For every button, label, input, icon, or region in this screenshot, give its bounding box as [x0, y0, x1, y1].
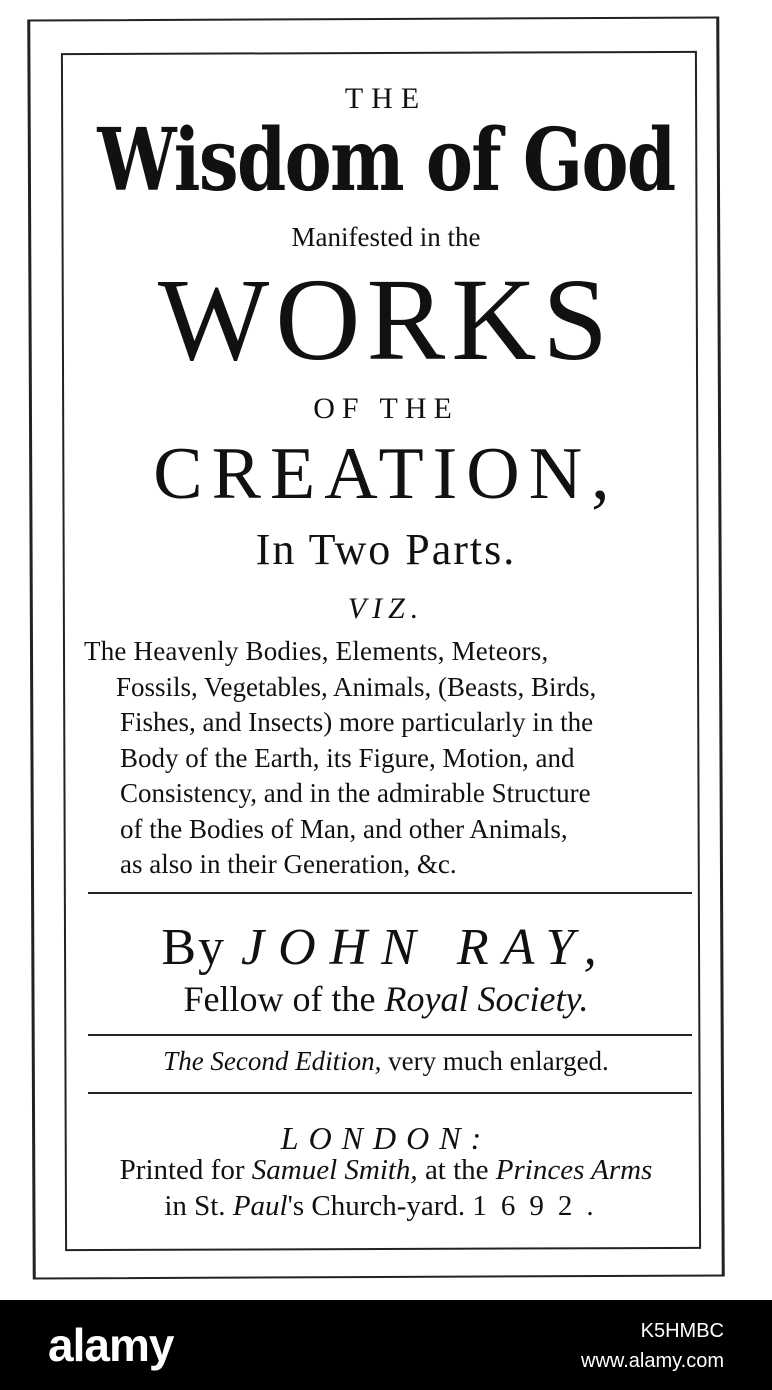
title-wisdom-of-god: Wisdom of God	[97, 110, 675, 211]
description-line: Consistency, and in the admirable Structure	[120, 778, 591, 808]
printed-prefix: Printed for	[119, 1154, 252, 1186]
title-two-parts: In Two Parts.	[255, 525, 517, 574]
author-affiliation	[0, 978, 772, 1020]
author-name: JOHN RAY,	[241, 919, 611, 976]
description-line: Fishes, and Insects) more particularly in the	[120, 707, 594, 737]
watermark-bar	[0, 1300, 772, 1390]
title-manifested: Manifested in the	[291, 222, 481, 252]
edition-label: The Second Edition,	[163, 1046, 382, 1076]
title-creation: CREATION,	[153, 433, 619, 515]
printer-name: Samuel Smith,	[251, 1154, 418, 1186]
author-by: By	[161, 919, 226, 976]
author-line	[0, 918, 772, 977]
divider-rule	[88, 892, 692, 894]
printer-sign: Princes Arms	[495, 1154, 653, 1186]
church-paul: Paul	[232, 1190, 288, 1222]
royal-society: Royal Society.	[384, 979, 589, 1019]
description-line: The Heavenly Bodies, Elements, Meteors,	[84, 636, 549, 666]
edition-note: very much enlarged.	[381, 1046, 609, 1076]
title-viz: VIZ.	[347, 592, 425, 625]
imprint-printer	[0, 1154, 772, 1187]
church-prefix: in St.	[164, 1190, 233, 1222]
description-line: Body of the Earth, its Figure, Motion, and	[120, 742, 575, 773]
description-paragraph	[84, 634, 704, 883]
edition-line	[0, 1046, 772, 1077]
imprint-year: 1692.	[472, 1190, 608, 1222]
title-the: THE	[344, 82, 428, 115]
imprint-place: LONDON:	[280, 1120, 492, 1156]
description-line: Fossils, Vegetables, Animals, (Beasts, Birds,	[116, 671, 597, 702]
divider-rule	[88, 1034, 692, 1036]
description-line: as also in their Generation, &c.	[120, 849, 457, 879]
church-rest: 's Church-yard.	[287, 1190, 466, 1222]
printed-mid: at the	[417, 1154, 496, 1186]
divider-rule	[88, 1092, 692, 1094]
fellow-prefix: Fellow of the	[183, 979, 376, 1019]
description-line: of the Bodies of Man, and other Animals,	[120, 813, 568, 844]
alamy-logo: alamy	[48, 1319, 174, 1371]
image-id: K5HMBC	[640, 1320, 724, 1342]
title-of-the: OF THE	[313, 392, 459, 425]
title-works: WORKS	[157, 254, 615, 385]
imprint-address	[0, 1190, 772, 1223]
watermark-url: www.alamy.com	[581, 1350, 724, 1372]
